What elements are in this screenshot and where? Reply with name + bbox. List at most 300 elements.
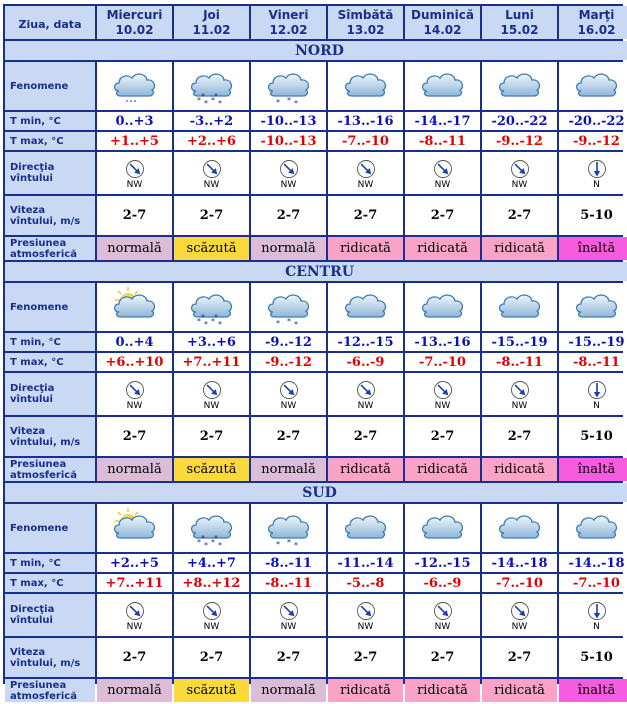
wind-direction-cell (97, 373, 172, 415)
day-header-4 (405, 6, 480, 39)
wind-speed-label-line: Viteza (10, 425, 46, 437)
fenomene-label-text: Fenomene (10, 301, 69, 313)
partly-cloudy-sun-icon (97, 507, 172, 549)
pressure-value: normală (97, 458, 172, 481)
fenomene-cell (251, 62, 326, 110)
fenomene-cell (328, 504, 403, 552)
wind-direction-row-centru (5, 373, 627, 415)
wind-direction-cell (174, 152, 249, 194)
day-date: 13.02 (346, 22, 385, 37)
wind-direction-cell (559, 152, 627, 194)
cloudy-icon (328, 65, 403, 107)
pressure-value: scăzută (174, 237, 249, 260)
wind-direction-label (5, 152, 95, 194)
wind-speed-value: 2-7 (328, 196, 403, 235)
tmax-value: +8..+12 (174, 574, 249, 592)
tmax-label-text: T max, °C (10, 135, 64, 147)
compass-arrow-icon (405, 159, 480, 179)
cloudy-icon (328, 286, 403, 328)
wind-direction-value: NW (357, 179, 374, 190)
wind-speed-label-line: Viteza (10, 646, 46, 658)
pressure-label-line: atmosferică (10, 248, 77, 260)
tmin-row-nord (5, 112, 627, 130)
pressure-value: normală (251, 458, 326, 481)
cloud-heavy-snow-icon (174, 286, 249, 328)
compass-arrow-icon (251, 601, 326, 621)
wind-speed-value: 5-10 (559, 196, 627, 235)
wind-direction-value: NW (203, 179, 220, 190)
compass-arrow-icon (97, 601, 172, 621)
tmax-label (5, 132, 95, 150)
fenomene-row-centru (5, 283, 627, 331)
tmin-label-text: T min, °C (10, 336, 61, 348)
cloud-heavy-snow-icon (174, 507, 249, 549)
svg-text:*: * (286, 538, 291, 547)
tmin-label (5, 112, 95, 130)
wind-direction-cell (328, 152, 403, 194)
tmin-value: +4..+7 (174, 554, 249, 572)
pressure-row-nord (5, 237, 627, 260)
fenomene-cell (405, 504, 480, 552)
tmin-row-centru (5, 333, 627, 351)
tmin-value: -14..-17 (405, 112, 480, 130)
tmin-value: -15..-19 (559, 333, 627, 351)
wind-direction-cell (251, 152, 326, 194)
tmin-value: 0..+3 (97, 112, 172, 130)
day-name: Marţi (578, 7, 615, 22)
forecast-table (3, 4, 627, 704)
fenomene-cell (482, 62, 557, 110)
tmax-value: -9..-12 (559, 132, 627, 150)
fenomene-cell (482, 283, 557, 331)
wind-direction-value: NW (280, 621, 297, 632)
day-date: 14.02 (423, 22, 462, 37)
wind-direction-row-sud (5, 594, 627, 636)
compass-arrow-icon (328, 601, 403, 621)
wind-speed-value: 2-7 (328, 638, 403, 677)
pressure-value: ridicată (482, 679, 557, 702)
cloud-light-snow-icon (97, 65, 172, 107)
fenomene-cell (174, 504, 249, 552)
wind-speed-value: 2-7 (97, 196, 172, 235)
wind-direction-value: NW (126, 400, 143, 411)
pressure-value: înaltă (559, 237, 627, 260)
tmin-label (5, 333, 95, 351)
wind-direction-label-line: Direcţia (10, 383, 55, 394)
wind-direction-label (5, 594, 95, 636)
region-title: NORD (295, 42, 344, 59)
day-name: Miercuri (106, 7, 163, 22)
day-date: 16.02 (577, 22, 616, 37)
wind-direction-value: NW (126, 621, 143, 632)
cloudy-icon (482, 286, 557, 328)
wind-direction-cell (174, 373, 249, 415)
compass-arrow-icon (405, 601, 480, 621)
tmin-value: 0..+4 (97, 333, 172, 351)
tmax-value: +7..+11 (97, 574, 172, 592)
tmin-label-text: T min, °C (10, 115, 61, 127)
wind-direction-value: NW (357, 400, 374, 411)
svg-text:*: * (275, 540, 280, 549)
tmin-row-sud (5, 554, 627, 572)
wind-speed-value: 2-7 (174, 638, 249, 677)
cloudy-icon (482, 65, 557, 107)
day-date: 15.02 (500, 22, 539, 37)
wind-speed-value: 2-7 (482, 196, 557, 235)
fenomene-row-sud (5, 504, 627, 552)
svg-text:*: * (217, 320, 222, 328)
svg-text:*: * (196, 317, 201, 326)
wind-speed-value: 2-7 (251, 638, 326, 677)
pressure-row-centru (5, 458, 627, 481)
wind-direction-label-line: Direcţia (10, 604, 55, 615)
svg-text:*: * (286, 317, 291, 326)
header-label: Ziua, data (18, 18, 82, 31)
wind-speed-value: 5-10 (559, 638, 627, 677)
fenomene-label (5, 62, 95, 110)
wind-direction-value: NW (511, 179, 528, 190)
wind-speed-label (5, 638, 95, 677)
fenomene-cell (97, 504, 172, 552)
fenomene-row-nord (5, 62, 627, 110)
tmax-value: -7..-10 (328, 132, 403, 150)
wind-speed-row-centru (5, 417, 627, 456)
day-header-2 (251, 6, 326, 39)
pressure-value: ridicată (405, 237, 480, 260)
day-date: 11.02 (192, 22, 231, 37)
wind-direction-value: NW (280, 179, 297, 190)
wind-speed-row-nord (5, 196, 627, 235)
wind-speed-value: 5-10 (559, 417, 627, 456)
cloudy-icon (328, 507, 403, 549)
compass-arrow-icon (482, 380, 557, 400)
tmin-label-text: T min, °C (10, 557, 61, 569)
svg-text:*: * (213, 313, 218, 322)
wind-direction-label-line: vîntului (10, 394, 53, 405)
fenomene-label-text: Fenomene (10, 522, 69, 534)
tmin-value: -8..-11 (251, 554, 326, 572)
pressure-value: ridicată (405, 458, 480, 481)
wind-direction-value: NW (434, 400, 451, 411)
svg-text:*: * (293, 320, 298, 328)
compass-arrow-icon (97, 380, 172, 400)
day-header-1 (174, 6, 249, 39)
wind-direction-cell (405, 373, 480, 415)
cloud-heavy-snow-icon (174, 65, 249, 107)
svg-text:*: * (275, 319, 280, 328)
pressure-label (5, 679, 95, 702)
compass-arrow-icon (97, 159, 172, 179)
tmin-value: -15..-19 (482, 333, 557, 351)
svg-text:*: * (203, 99, 208, 107)
fenomene-cell (559, 62, 627, 110)
tmin-value: -3..+2 (174, 112, 249, 130)
svg-text:*: * (210, 317, 215, 326)
pressure-value: normală (97, 679, 172, 702)
tmax-value: +7..+11 (174, 353, 249, 371)
region-title: CENTRU (285, 263, 354, 280)
day-date: 10.02 (115, 22, 154, 37)
wind-direction-cell (97, 152, 172, 194)
wind-direction-label-line: Direcţia (10, 162, 55, 173)
wind-speed-label (5, 196, 95, 235)
wind-direction-label-line: vîntului (10, 615, 53, 626)
pressure-value: normală (251, 679, 326, 702)
cloudy-icon (559, 286, 627, 328)
fenomene-cell (482, 504, 557, 552)
svg-text:*: * (217, 541, 222, 549)
wind-direction-value: NW (280, 400, 297, 411)
header-row (5, 6, 627, 39)
tmax-value: +6..+10 (97, 353, 172, 371)
compass-arrow-icon (251, 159, 326, 179)
region-title-cell (5, 262, 627, 281)
wind-direction-cell (482, 373, 557, 415)
pressure-value: ridicată (328, 458, 403, 481)
compass-arrow-icon (559, 159, 627, 179)
cloudy-icon (405, 65, 480, 107)
day-name: Vineri (268, 7, 309, 22)
compass-arrow-icon (482, 601, 557, 621)
wind-direction-cell (251, 594, 326, 636)
compass-arrow-icon (328, 380, 403, 400)
cloudy-icon (405, 286, 480, 328)
fenomene-cell (559, 504, 627, 552)
tmin-value: -11..-14 (328, 554, 403, 572)
pressure-label-line: Presiunea (10, 679, 67, 691)
cloudy-icon (482, 507, 557, 549)
wind-speed-value: 2-7 (97, 638, 172, 677)
cloudy-icon (405, 507, 480, 549)
wind-direction-value: NW (511, 400, 528, 411)
region-row-nord (5, 41, 627, 60)
region-row-sud (5, 483, 627, 502)
tmax-row-centru (5, 353, 627, 371)
svg-text:*: * (203, 320, 208, 328)
tmax-value: +1..+5 (97, 132, 172, 150)
compass-arrow-icon (174, 159, 249, 179)
svg-text:*: * (213, 534, 218, 543)
cloud-snow-icon (251, 286, 326, 328)
pressure-label-line: Presiunea (10, 458, 67, 470)
partly-cloudy-sun-icon (97, 286, 172, 328)
wind-speed-label (5, 417, 95, 456)
fenomene-cell (559, 283, 627, 331)
svg-text:*: * (217, 99, 222, 107)
day-name: Luni (505, 7, 534, 22)
tmin-value: -12..-15 (405, 554, 480, 572)
svg-text:*: * (200, 534, 205, 543)
cloudy-icon (559, 65, 627, 107)
fenomene-label-text: Fenomene (10, 80, 69, 92)
tmin-value: -14..-18 (559, 554, 627, 572)
tmax-value: -8..-11 (405, 132, 480, 150)
wind-speed-value: 2-7 (482, 417, 557, 456)
wind-direction-value: NW (126, 179, 143, 190)
wind-speed-value: 2-7 (174, 417, 249, 456)
wind-direction-label-line: vîntului (10, 173, 53, 184)
wind-speed-row-sud (5, 638, 627, 677)
cloud-snow-icon (251, 507, 326, 549)
fenomene-cell (405, 62, 480, 110)
wind-direction-value: N (593, 621, 600, 632)
wind-direction-value: N (593, 179, 600, 190)
wind-direction-cell (482, 152, 557, 194)
cloudy-icon (559, 507, 627, 549)
pressure-value: normală (97, 237, 172, 260)
wind-direction-cell (328, 594, 403, 636)
wind-direction-value: NW (357, 621, 374, 632)
tmax-value: -10..-13 (251, 132, 326, 150)
fenomene-label (5, 283, 95, 331)
day-name: Joi (203, 7, 220, 22)
tmin-value: -10..-13 (251, 112, 326, 130)
svg-text:*: * (213, 92, 218, 101)
fenomene-cell (328, 62, 403, 110)
tmin-value: -13..-16 (405, 333, 480, 351)
wind-direction-row-nord (5, 152, 627, 194)
wind-direction-cell (97, 594, 172, 636)
day-header-6 (559, 6, 627, 39)
tmin-value: -20..-22 (482, 112, 557, 130)
region-title: SUD (302, 484, 337, 501)
wind-direction-cell (559, 373, 627, 415)
pressure-value: ridicată (405, 679, 480, 702)
wind-speed-label-line: vîntului, m/s (10, 436, 81, 448)
compass-arrow-icon (174, 601, 249, 621)
fenomene-cell (174, 283, 249, 331)
compass-arrow-icon (482, 159, 557, 179)
wind-direction-cell (174, 594, 249, 636)
day-header-3 (328, 6, 403, 39)
svg-text:*: * (196, 538, 201, 547)
header-label-cell (5, 6, 95, 39)
region-title-cell (5, 41, 627, 60)
wind-direction-value: N (593, 400, 600, 411)
svg-text:*: * (293, 99, 298, 107)
wind-speed-value: 2-7 (328, 417, 403, 456)
fenomene-label (5, 504, 95, 552)
tmax-value: +2..+6 (174, 132, 249, 150)
tmax-value: -8..-11 (482, 353, 557, 371)
tmin-value: -14..-18 (482, 554, 557, 572)
wind-speed-value: 2-7 (174, 196, 249, 235)
wind-direction-cell (328, 373, 403, 415)
region-title-cell (5, 483, 627, 502)
compass-arrow-icon (559, 380, 627, 400)
pressure-label (5, 458, 95, 481)
tmax-value: -6..-9 (328, 353, 403, 371)
wind-speed-value: 2-7 (482, 638, 557, 677)
wind-direction-cell (559, 594, 627, 636)
wind-direction-value: NW (203, 400, 220, 411)
svg-text:*: * (210, 96, 215, 105)
compass-arrow-icon (328, 159, 403, 179)
compass-arrow-icon (559, 601, 627, 621)
fenomene-cell (97, 283, 172, 331)
tmax-value: -7..-10 (559, 574, 627, 592)
tmin-value: -20..-22 (559, 112, 627, 130)
compass-arrow-icon (251, 380, 326, 400)
wind-speed-label-line: vîntului, m/s (10, 215, 81, 227)
day-header-5 (482, 6, 557, 39)
tmax-row-nord (5, 132, 627, 150)
pressure-label-line: atmosferică (10, 469, 77, 481)
tmax-label-text: T max, °C (10, 356, 64, 368)
svg-text:*: * (200, 313, 205, 322)
compass-arrow-icon (174, 380, 249, 400)
wind-speed-label-line: vîntului, m/s (10, 657, 81, 669)
day-header-0 (97, 6, 172, 39)
cloud-snow-icon (251, 65, 326, 107)
compass-arrow-icon (405, 380, 480, 400)
svg-text:*: * (286, 96, 291, 105)
tmax-value: -8..-11 (559, 353, 627, 371)
wind-direction-cell (482, 594, 557, 636)
pressure-value: înaltă (559, 458, 627, 481)
svg-text:*: * (200, 92, 205, 101)
pressure-label-line: Presiunea (10, 237, 67, 249)
wind-direction-cell (405, 152, 480, 194)
pressure-value: ridicată (482, 237, 557, 260)
tmax-value: -8..-11 (251, 574, 326, 592)
wind-speed-value: 2-7 (97, 417, 172, 456)
day-name: Duminică (411, 7, 474, 22)
day-name: Sîmbătă (337, 7, 394, 22)
svg-text:*: * (210, 538, 215, 547)
tmax-value: -7..-10 (405, 353, 480, 371)
tmax-value: -9..-12 (251, 353, 326, 371)
fenomene-cell (328, 283, 403, 331)
wind-speed-value: 2-7 (251, 417, 326, 456)
wind-direction-value: NW (511, 621, 528, 632)
wind-speed-value: 2-7 (405, 196, 480, 235)
wind-direction-value: NW (434, 621, 451, 632)
tmin-value: +2..+5 (97, 554, 172, 572)
region-row-centru (5, 262, 627, 281)
tmax-value: -7..-10 (482, 574, 557, 592)
wind-speed-value: 2-7 (405, 638, 480, 677)
svg-text:*: * (203, 541, 208, 549)
tmin-value: -12..-15 (328, 333, 403, 351)
pressure-value: ridicată (328, 679, 403, 702)
wind-speed-label-line: Viteza (10, 204, 46, 216)
pressure-value: ridicată (328, 237, 403, 260)
pressure-value: normală (251, 237, 326, 260)
wind-speed-value: 2-7 (251, 196, 326, 235)
wind-direction-cell (405, 594, 480, 636)
tmin-value: -9..-12 (251, 333, 326, 351)
wind-direction-value: NW (434, 179, 451, 190)
pressure-value: scăzută (174, 679, 249, 702)
svg-text:*: * (196, 96, 201, 105)
pressure-value: scăzută (174, 458, 249, 481)
fenomene-cell (251, 504, 326, 552)
pressure-value: ridicată (482, 458, 557, 481)
fenomene-cell (405, 283, 480, 331)
tmax-value: -5..-8 (328, 574, 403, 592)
fenomene-cell (97, 62, 172, 110)
pressure-label (5, 237, 95, 260)
tmax-row-sud (5, 574, 627, 592)
forecast-frame (3, 4, 625, 702)
pressure-row-sud (5, 679, 627, 702)
tmin-label (5, 554, 95, 572)
tmax-value: -6..-9 (405, 574, 480, 592)
fenomene-cell (174, 62, 249, 110)
tmax-label (5, 353, 95, 371)
pressure-label-line: atmosferică (10, 690, 77, 702)
